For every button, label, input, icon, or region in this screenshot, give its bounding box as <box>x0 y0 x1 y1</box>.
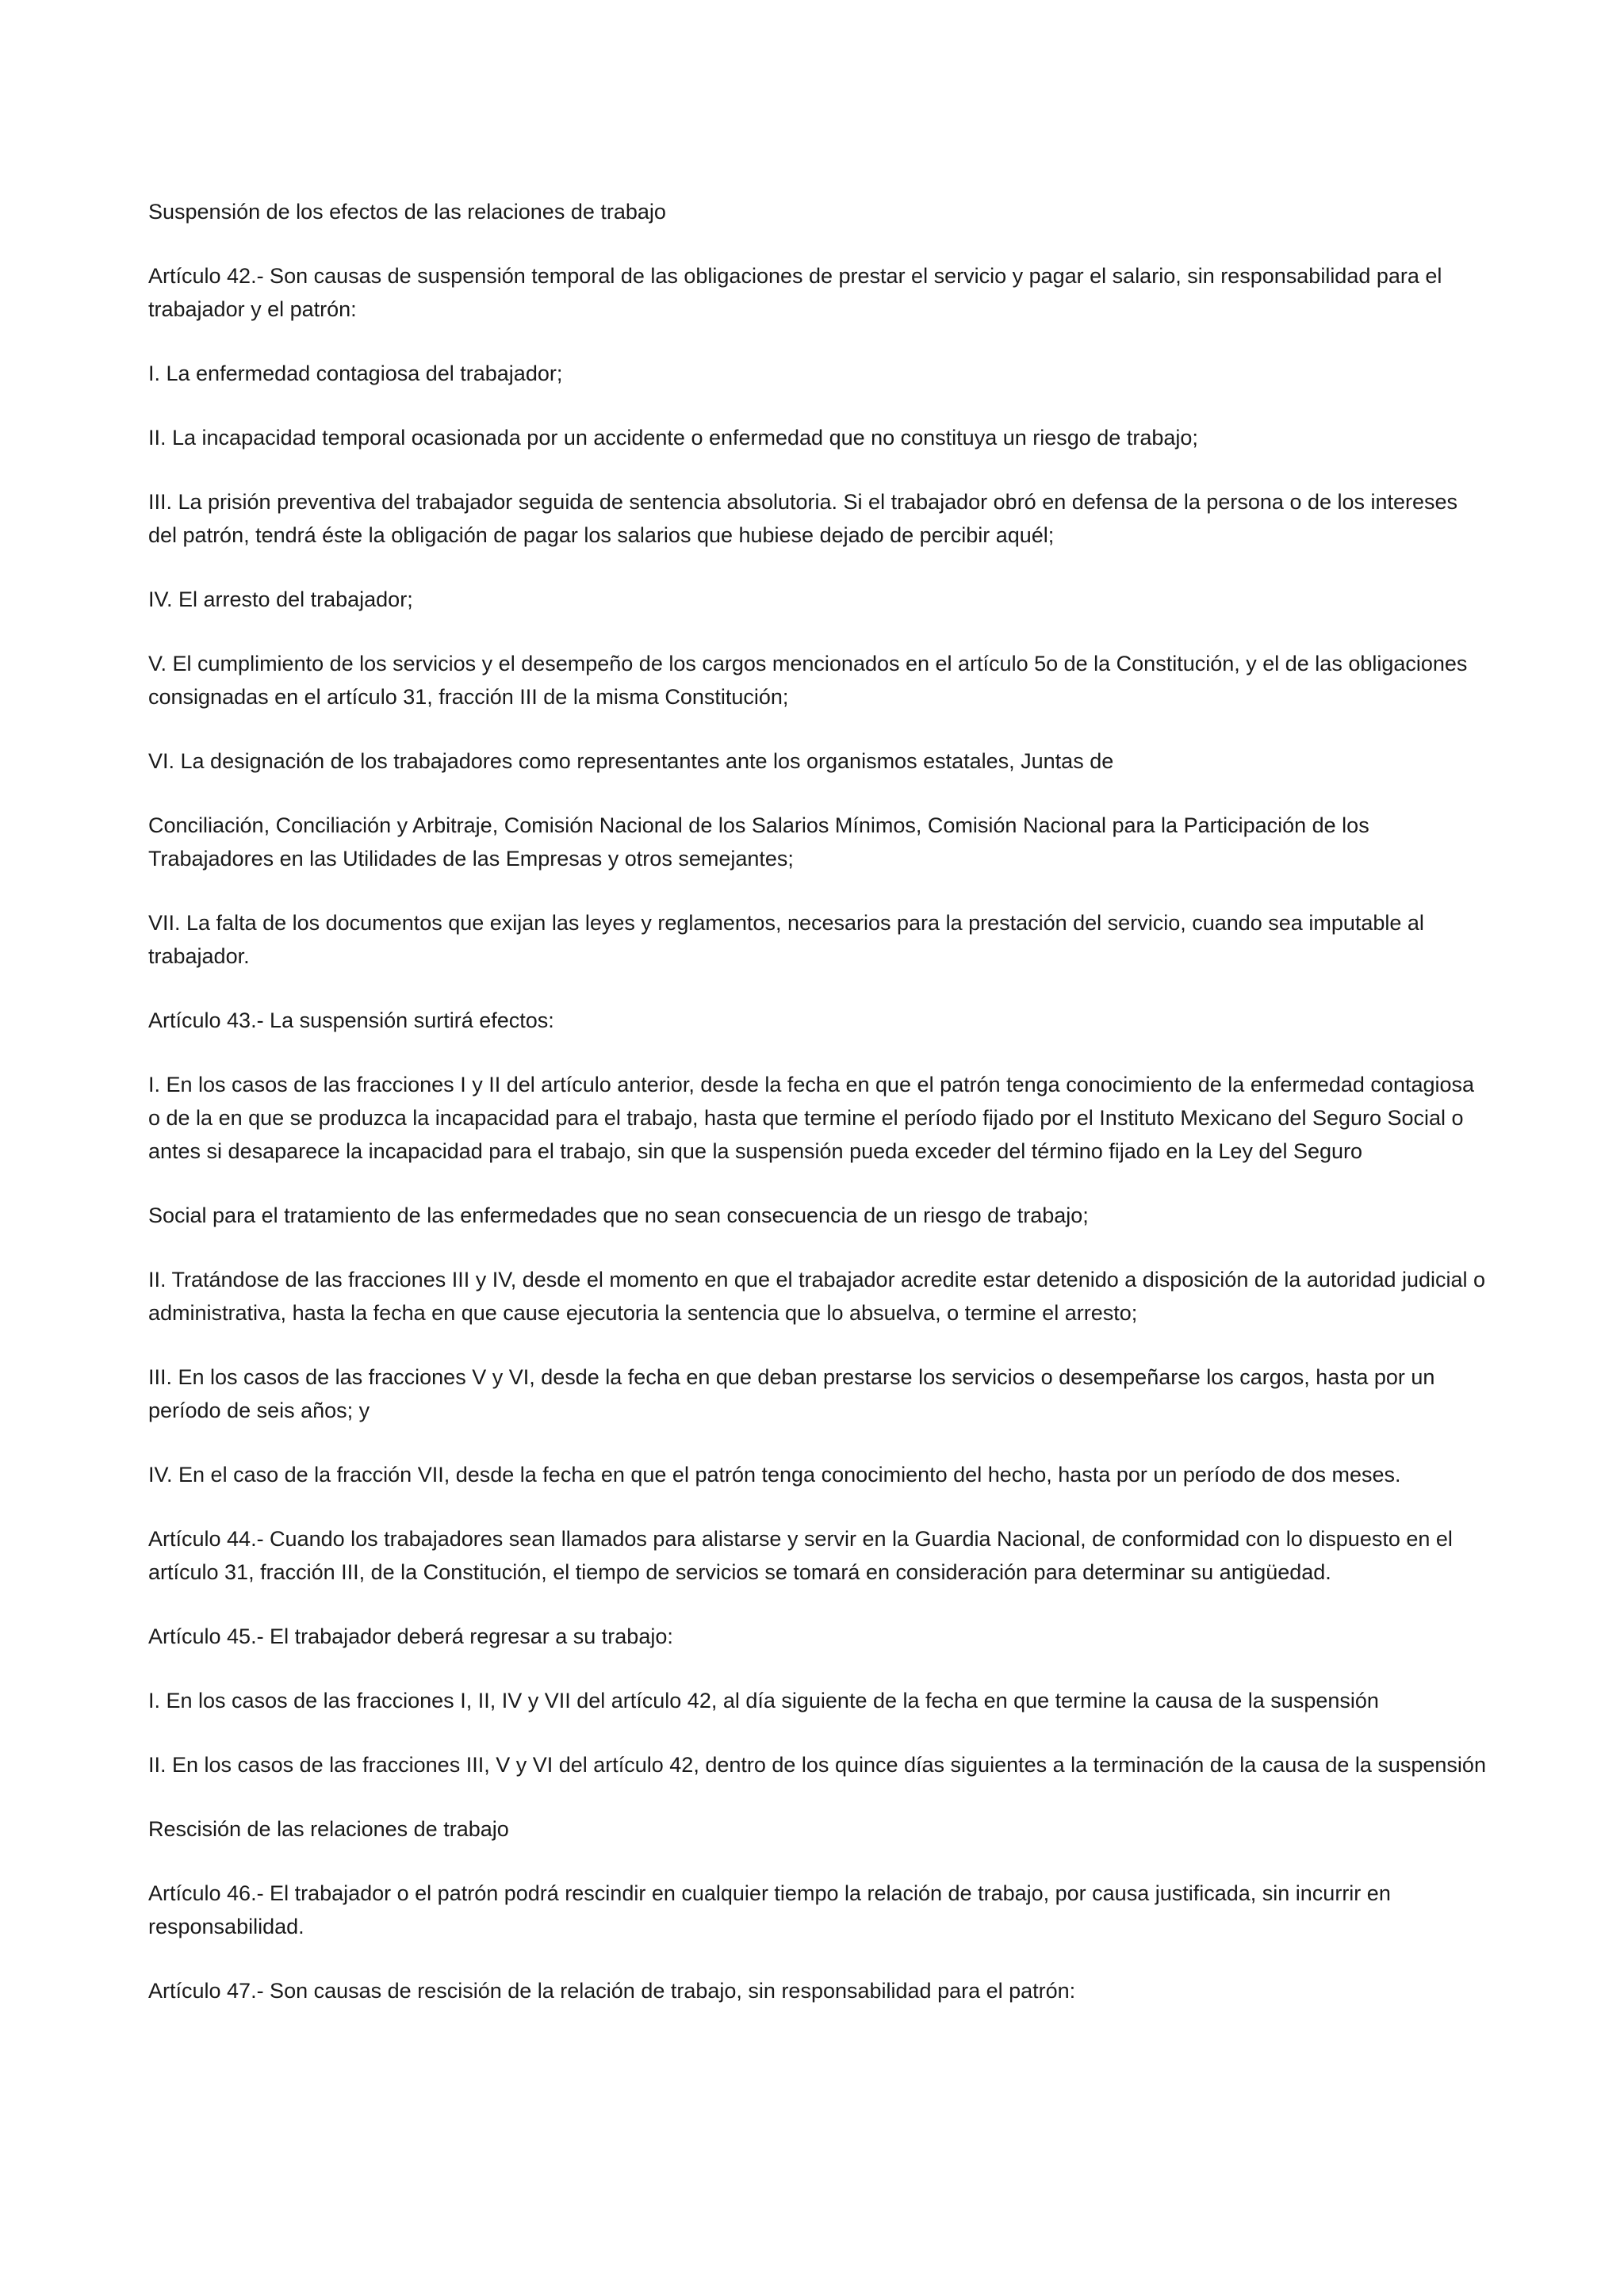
article-46: Artículo 46.- El trabajador o el patrón podrá rescindir en cualquier tiempo la relación de trabajo, por causa justificada, sin incurrir en responsabilidad. <box>148 1881 1391 1938</box>
article-44: Artículo 44.- Cuando los trabajadores sean llamados para alistarse y servir en la Guardia Nacional, de conformidad con lo dispuesto en el artículo 31, fracción III, de la Constitución, el tiempo de servicios se tomará en consideración para determinar su antigüedad. <box>148 1527 1453 1584</box>
article-45-intro: Artículo 45.- El trabajador deberá regresar a su trabajo: <box>148 1624 673 1648</box>
article-43-fraction-iii: III. En los casos de las fracciones V y VI, desde la fecha en que deban prestarse los servicios o desempeñarse los cargos, hasta por un período de seis años; y <box>148 1365 1435 1422</box>
article-43-fraction-i: I. En los casos de las fracciones I y II del artículo anterior, desde la fecha en que el patrón tenga conocimiento de la enfermedad contagiosa o de la en que se produzca la incapacidad para el trabajo, hasta que termine el período fijado por el Instituto Mexicano del Seguro Social o antes si desaparece la incapacidad para el trabajo, sin que la suspensión pueda exceder del término fijado en la Ley del Seguro <box>148 1073 1475 1163</box>
document-page <box>148 195 1488 2038</box>
article-43-fraction-ii: II. Tratándose de las fracciones III y IV, desde el momento en que el trabajador acredite estar detenido a disposición de la autoridad judicial o administrativa, hasta la fecha en que cause ejecutoria la sentencia que lo absuelva, o termine el arresto; <box>148 1268 1486 1325</box>
article-43-fraction-i-continued: Social para el tratamiento de las enfermedades que no sean consecuencia de un riesgo de trabajo; <box>148 1203 1089 1227</box>
article-42-fraction-vi: VI. La designación de los trabajadores como representantes ante los organismos estatales, Juntas de <box>148 749 1114 773</box>
article-42-fraction-iii: III. La prisión preventiva del trabajador seguida de sentencia absolutoria. Si el trabajador obró en defensa de la persona o de los intereses del patrón, tendrá éste la obligación de pagar los salarios que hubiese dejado de percibir aquél; <box>148 490 1458 547</box>
article-42-fraction-vi-continued: Conciliación, Conciliación y Arbitraje, Comisión Nacional de los Salarios Mínimos, Comisión Nacional para la Participación de los Trabajadores en las Utilidades de las Empresas y otros semejantes; <box>148 813 1369 871</box>
article-42-fraction-ii: II. La incapacidad temporal ocasionada por un accidente o enfermedad que no constituya un riesgo de trabajo; <box>148 426 1198 450</box>
article-42-fraction-vii: VII. La falta de los documentos que exijan las leyes y reglamentos, necesarios para la prestación del servicio, cuando sea imputable al trabajador. <box>148 911 1424 968</box>
article-42-fraction-i: I. La enfermedad contagiosa del trabajador; <box>148 362 563 385</box>
article-45-fraction-i: I. En los casos de las fracciones I, II, IV y VII del artículo 42, al día siguiente de la fecha en que termine la causa de la suspensión <box>148 1689 1379 1712</box>
section-heading-suspension: Suspensión de los efectos de las relaciones de trabajo <box>148 200 666 224</box>
article-43-fraction-iv: IV. En el caso de la fracción VII, desde la fecha en que el patrón tenga conocimiento del hecho, hasta por un período de dos meses. <box>148 1463 1401 1487</box>
article-43-intro: Artículo 43.- La suspensión surtirá efectos: <box>148 1008 554 1032</box>
section-heading-rescision: Rescisión de las relaciones de trabajo <box>148 1817 509 1841</box>
article-45-fraction-ii: II. En los casos de las fracciones III, V y VI del artículo 42, dentro de los quince días siguientes a la terminación de la causa de la suspensión <box>148 1753 1486 1777</box>
article-42-fraction-iv: IV. El arresto del trabajador; <box>148 587 413 611</box>
article-47-intro: Artículo 47.- Son causas de rescisión de la relación de trabajo, sin responsabilidad para el patrón: <box>148 1979 1076 2003</box>
article-42-intro: Artículo 42.- Son causas de suspensión temporal de las obligaciones de prestar el servicio y pagar el salario, sin responsabilidad para el trabajador y el patrón: <box>148 264 1442 321</box>
article-42-fraction-v: V. El cumplimiento de los servicios y el desempeño de los cargos mencionados en el artículo 5o de la Constitución, y el de las obligaciones consignadas en el artículo 31, fracción III de la misma Constitución; <box>148 652 1468 709</box>
